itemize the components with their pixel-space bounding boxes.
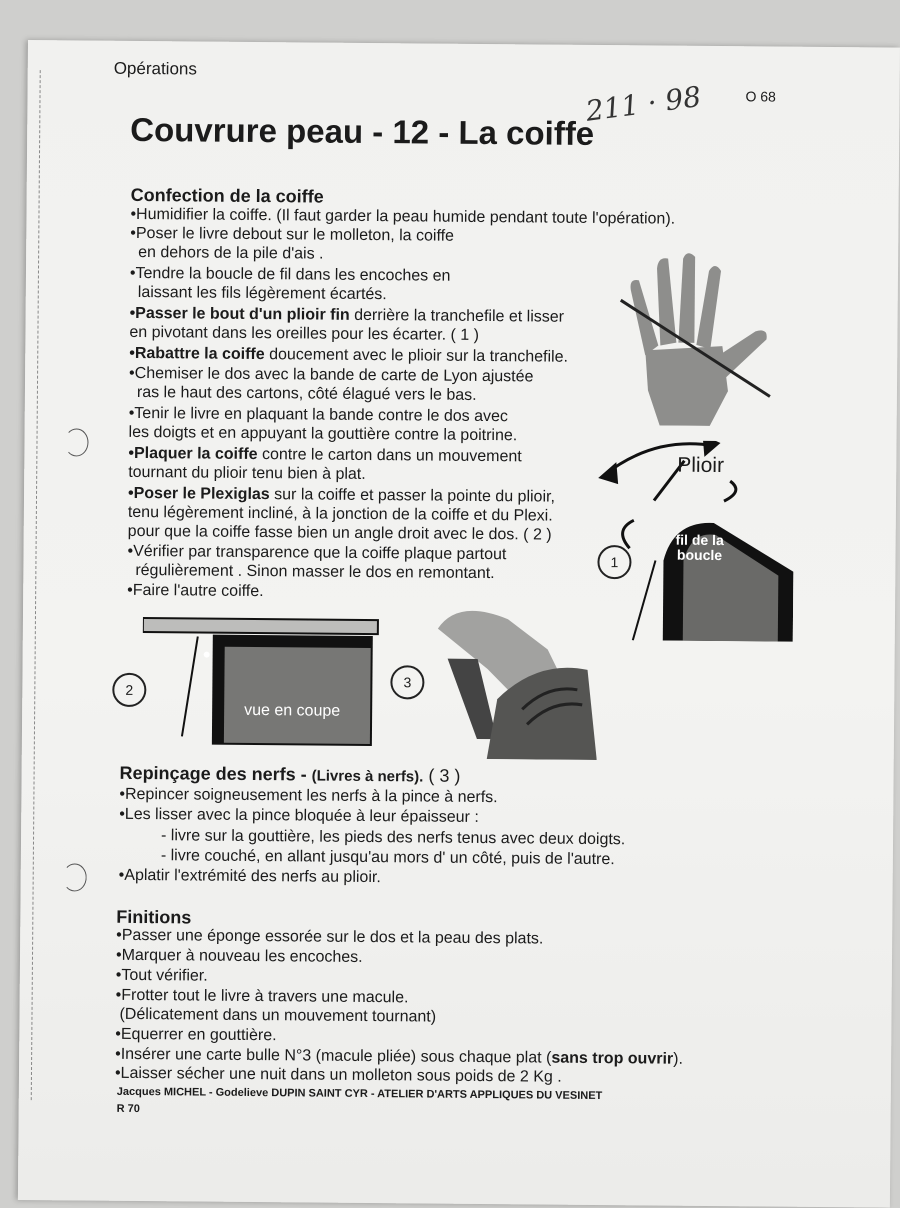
confection-line: pour que la coiffe fasse bien un angle droit avec le dos. ( 2 ) [127, 522, 552, 544]
confection-line-rest: sur la coiffe et passer la pointe du plioir, [274, 486, 556, 506]
section-header: Opérations [113, 58, 198, 79]
confection-line: •Vérifier par transparence que la coiffe plaque partout [127, 542, 507, 564]
confection-line-rest: contre le carton dans un mouvement [261, 446, 522, 466]
confection-line-rest: doucement avec le plioir sur la tranchefile. [269, 346, 569, 366]
document-page [18, 40, 900, 1208]
confection-line: les doigts et en appuyant la gouttière contre la poitrine. [128, 423, 518, 445]
confection-line: •Poser le livre debout sur le molleton, la coiffe [130, 224, 455, 245]
finitions-line: •Equerrer en gouttière. [115, 1025, 277, 1045]
confection-line: •Tenir le livre en plaquant la bande contre le dos avec [128, 404, 508, 426]
binder-hole-bottom [63, 863, 87, 891]
confection-line: •Faire l'autre coiffe. [127, 581, 264, 601]
repincage-subtitle: (Livres à nerfs). [311, 767, 424, 786]
confection-line-mixed [129, 345, 568, 367]
figure-2-coupe-illustration [142, 616, 383, 748]
page-margin-line [31, 70, 41, 1100]
figure-2-number: 2 [112, 673, 146, 707]
footer-ref: R 70 [116, 1102, 140, 1116]
finitions-line: •Frotter tout le livre à travers une macule. [115, 986, 409, 1007]
finitions-line: •Marquer à nouveau les encoches. [115, 946, 363, 966]
figure-1-fil-label: fil de la boucle [675, 531, 724, 564]
repincage-title: Repinçage des nerfs - [119, 762, 312, 785]
page-code: O 68 [745, 88, 776, 105]
repincage-line: •Repincer soigneusement les nerfs à la pince à nerfs. [119, 785, 498, 807]
confection-line-rest: derrière la tranchefile et lisser [354, 306, 565, 326]
finitions-heading: Finitions [116, 906, 192, 928]
confection-line: en dehors de la pile d'ais . [138, 243, 324, 263]
repincage-line: •Aplatir l'extrémité des nerfs au plioir. [118, 866, 381, 887]
confection-line: •Tendre la boucle de fil dans les encoches en [129, 264, 451, 285]
finitions-line-end: ). [673, 1050, 684, 1068]
figure-2-label: vue en coupe [244, 701, 341, 720]
finitions-line: (Délicatement dans un mouvement tournant) [119, 1005, 437, 1026]
binder-hole-top [64, 428, 88, 456]
confection-line: •Chemiser le dos avec la bande de carte de Lyon ajustée [129, 364, 534, 386]
confection-line: laissant les fils légèrement écartés. [137, 283, 387, 304]
figure-3-pince-illustration [427, 589, 598, 760]
finitions-line: •Tout vérifier. [115, 966, 208, 985]
repincage-line: - livre couché, en allant jusqu'au mors d' un côté, puis de l'autre. [160, 847, 615, 869]
bold-phrase: •Plaquer la coiffe [128, 444, 258, 464]
bold-phrase: •Rabattre la coiffe [129, 344, 265, 364]
repincage-ref: ( 3 ) [423, 765, 461, 786]
confection-line: tournant du plioir tenu bien à plat. [128, 463, 366, 483]
bold-phrase: •Poser le Plexiglas [127, 484, 270, 504]
hand-illustration [610, 250, 782, 426]
bold-phrase: •Passer le bout d'un plioir fin [129, 304, 350, 324]
repincage-line: •Les lisser avec la pince bloquée à leur épaisseur : [119, 805, 479, 826]
finitions-line: •Laisser sécher une nuit dans un molleton sous poids de 2 Kg . [114, 1064, 562, 1086]
figure-1-number: 1 [597, 545, 631, 579]
finitions-line: •Passer une éponge essorée sur le dos et la peau des plats. [116, 926, 544, 948]
figure-3-number: 3 [390, 665, 424, 699]
figure-1-plioir-label: Plioir [677, 453, 725, 478]
repincage-heading [120, 763, 461, 787]
footer-authors: Jacques MICHEL - Godelieve DUPIN SAINT CYR - ATELIER D'ARTS APPLIQUES DU VESINET [116, 1085, 603, 1103]
confection-line: •Humidifier la coiffe. (Il faut garder la peau humide pendant toute l'opération). [130, 205, 676, 228]
bold-phrase: sans trop ouvrir [551, 1049, 674, 1068]
finitions-line-start: •Insérer une carte bulle N°3 (macule pliée) sous chaque plat ( [115, 1045, 552, 1067]
confection-line: régulièrement . Sinon masser le dos en remontant. [135, 561, 495, 583]
confection-line: ras le haut des cartons, côté élagué vers le bas. [136, 383, 477, 404]
handwritten-note: 211 · 98 [583, 79, 703, 128]
confection-heading: Confection de la coiffe [130, 184, 324, 207]
confection-line: en pivotant dans les oreilles pour les écarter. ( 1 ) [129, 323, 480, 344]
confection-line-mixed [128, 485, 555, 507]
repincage-line: - livre sur la gouttière, les pieds des nerfs tenus avec deux doigts. [160, 827, 626, 849]
confection-line-mixed [128, 445, 522, 466]
confection-line-mixed [130, 305, 565, 327]
page-title: Couvrure peau - 12 - La coiffe [130, 110, 595, 152]
confection-line: tenu légèrement incliné, à la jonction de la coiffe et du Plexi. [127, 503, 553, 525]
